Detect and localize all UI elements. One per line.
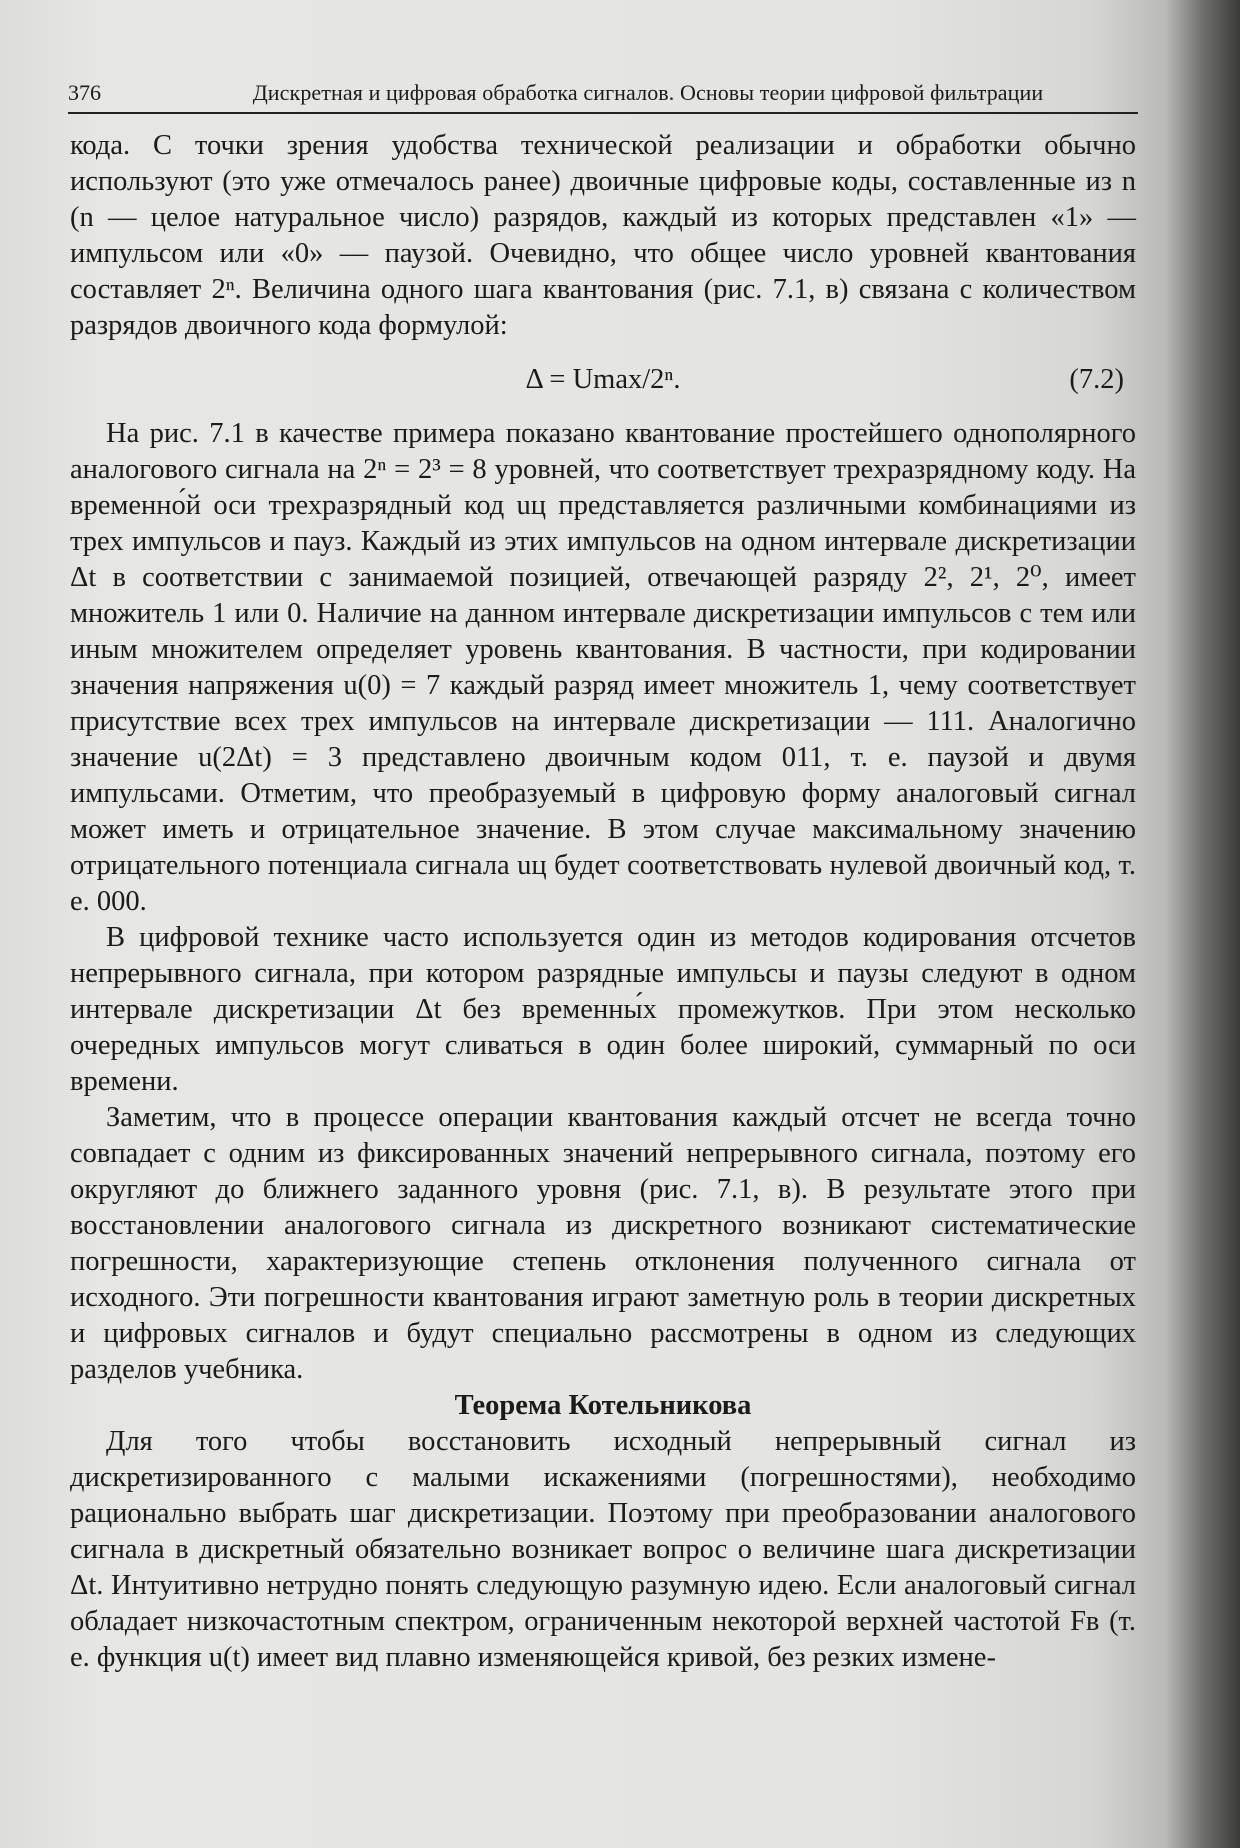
paragraph-1: кода. С точки зрения удобства технической реализации и обработки обычно используют (это уже отмечалось ранее) двоичные цифровые коды, составленные из n (n — целое натуральное число) разрядов, каждый из которых представлен «1» — импульсом или «0» — паузой. Очевидно, что общее число уровней квантования составляет 2ⁿ. Величина одного шага квантования (рис. 7.1, в) связана с количеством разрядов двоичного кода формулой:	[70, 130, 1136, 341]
paragraph-2: На рис. 7.1 в качестве примера показано квантование простейшего однополярного аналогового сигнала на 2ⁿ = 2³ = 8 уровней, что соответствует трехразрядному коду. На временно́й оси трехразрядный код uц представляется различными комбинациями из трех импульсов и пауз. Каждый из этих импульсов на одном интервале дискретизации Δt в соответствии с занимаемой позицией, отвечающей разряду 2², 2¹, 2⁰, имеет множитель 1 или 0. Наличие на данном интервале дискретизации импульсов с тем или иным множителем определяет уровень квантования. В частности, при кодировании значения напряжения u(0) = 7 каждый разряд имеет множитель 1, чему соответствует присутствие всех трех импульсов на интервале дискретизации — 111. Аналогично значение u(2Δt) = 3 представлено двоичным кодом 011, т. е. паузой и двумя импульсами. Отметим, что преобразуемый в цифровую форму аналоговый сигнал может иметь и отрицательное значение. В этом случае максимальному значению отрицательного потенциала сигнала uц будет соответствовать нулевой двоичный код, т. е. 000.	[70, 418, 1136, 917]
paragraph-5: Для того чтобы восстановить исходный непрерывный сигнал из дискретизированного с малыми искажениями (погрешностями), необходимо рационально выбрать шаг дискретизации. Поэтому при преобразовании аналогового сигнала в дискретный обязательно возникает вопрос о величине шага дискретизации Δt. Интуитивно нетрудно понять следующую разумную идею. Если аналоговый сигнал обладает низкочастотным спектром, ограниченным некоторой верхней частотой Fв (т. е. функция u(t) имеет вид плавно изменяющейся кривой, без резких измене-	[70, 1426, 1136, 1673]
page-number: 376	[68, 80, 101, 105]
formula-number: (7.2)	[1069, 364, 1124, 395]
running-head: Дискретная и цифровая обработка сигналов. Основы теории цифровой фильтрации	[252, 80, 1044, 105]
paragraph-3: В цифровой технике часто используется один из методов кодирования отсчетов непрерывного сигнала, при котором разрядные импульсы и паузы следуют в одном интервале дискретизации Δt без временны́х промежутков. При этом несколько очередных импульсов могут сливаться в один более широкий, суммарный по оси времени.	[70, 922, 1136, 1097]
section-title: Теорема Котельникова	[454, 1390, 752, 1421]
paragraph-4: Заметим, что в процессе операции квантования каждый отсчет не всегда точно совпадает с одним из фиксированных значений непрерывного сигнала, поэтому его округляют до ближнего заданного уровня (рис. 7.1, в). В результате этого при восстановлении аналогового сигнала из дискретного возникают систематические погрешности, характеризующие степень отклонения полученного сигнала от исходного. Эти погрешности квантования играют заметную роль в теории дискретных и цифровых сигналов и будут специально рассмотрены в одном из следующих разделов учебника.	[70, 1102, 1136, 1385]
formula-expression: Δ = Umax/2ⁿ.	[525, 364, 681, 395]
page-header	[68, 80, 1138, 114]
formula-7-2	[70, 362, 1136, 402]
page-body	[70, 128, 1136, 1676]
